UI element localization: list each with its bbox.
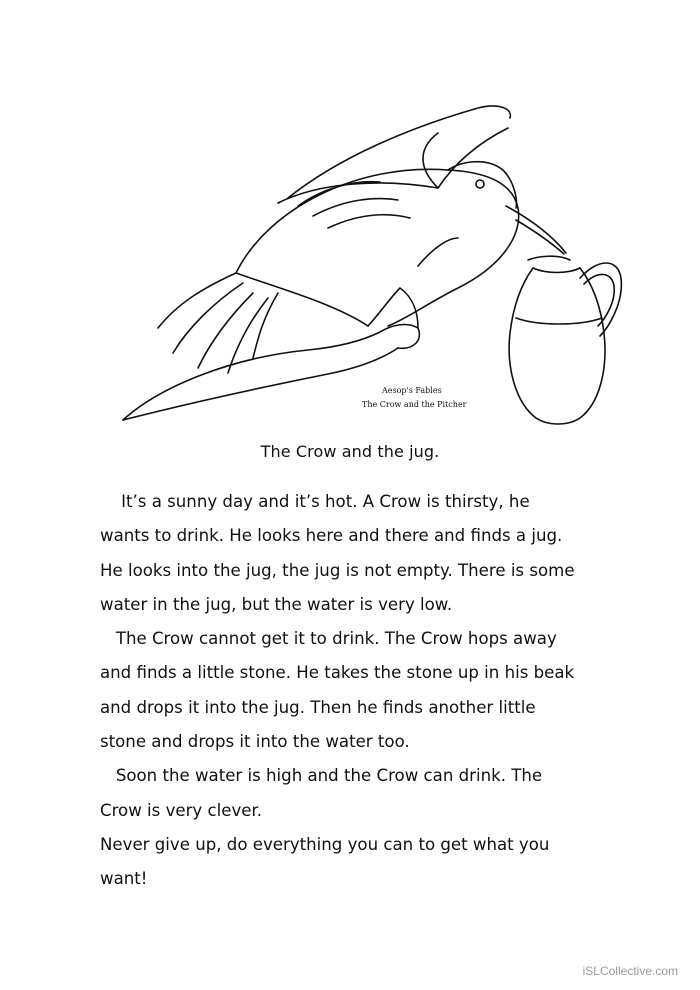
story-line: Soon the water is high and the Crow can drink. The (100, 766, 543, 786)
story-line: stone and drops it into the water too. (100, 732, 410, 752)
story-line: and drops it into the jug. Then he finds another little (100, 697, 536, 717)
story-line: wants to drink. He looks here and there and finds a jug. (100, 526, 563, 546)
story-line: and finds a little stone. He takes the stone up in his beak (100, 663, 575, 683)
story-line: Never give up, do everything you can to get what you (100, 834, 550, 854)
crow-and-pitcher-illustration (118, 88, 628, 426)
illustration-caption-series: Aesop's Fables (382, 386, 442, 395)
story-line: He looks into the jug, the jug is not empty. There is some (100, 560, 575, 580)
story-line: The Crow cannot get it to drink. The Crow hops away (100, 629, 557, 649)
story-body (100, 485, 630, 897)
story-line: water in the jug, but the water is very low. (100, 594, 453, 614)
story-line: It’s a sunny day and it’s hot. A Crow is thirsty, he (100, 492, 530, 511)
illustration-caption-title: The Crow and the Pitcher (362, 400, 467, 409)
footer-watermark: iSLCollective.com (582, 964, 678, 978)
story-line: want! (100, 869, 148, 889)
story-line: Crow is very clever. (100, 800, 263, 820)
story-title: The Crow and the jug. (260, 442, 440, 461)
